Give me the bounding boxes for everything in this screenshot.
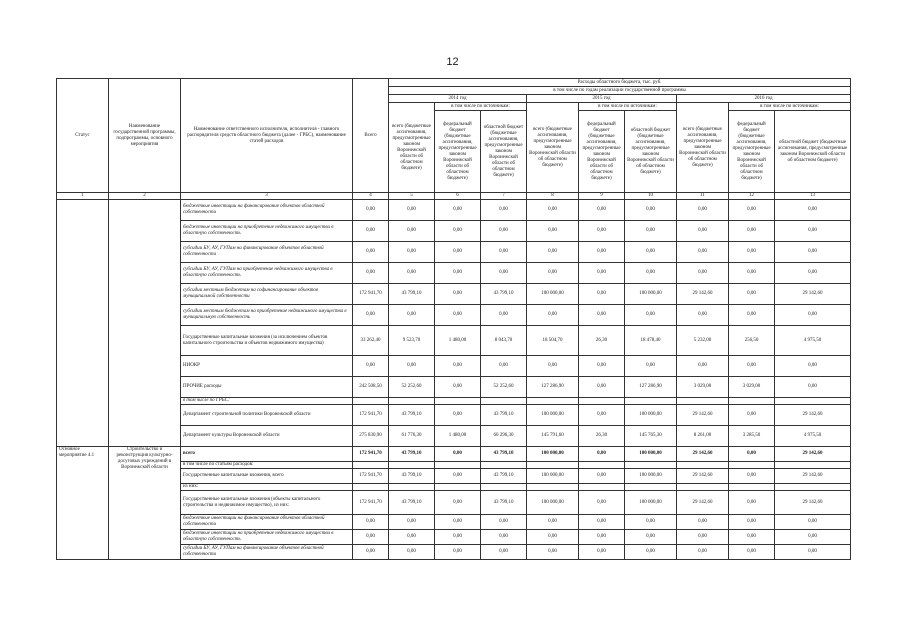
value-cell: 100 000,00 xyxy=(625,491,677,515)
header-incl-years: в том числе по годам реализации государственной программы xyxy=(389,87,851,95)
value-cell: 0,00 xyxy=(435,491,481,515)
value-cell: 100 000,00 xyxy=(527,469,579,484)
value-cell: 0,00 xyxy=(527,515,579,530)
status-cell-empty xyxy=(57,200,109,447)
value-cell: 0,00 xyxy=(527,545,579,560)
column-number: 7 xyxy=(481,193,527,200)
header-2014-all: всего (бюджетные ассигнования, предусмотренные законом Воронежской области об областном бюджете) xyxy=(389,103,435,193)
value-cell: 0,00 xyxy=(435,200,481,221)
value-cell: 0,00 xyxy=(677,200,729,221)
value-cell: 0,00 xyxy=(625,263,677,284)
value-cell: 0,00 xyxy=(579,263,625,284)
value-cell: 0,00 xyxy=(389,263,435,284)
value-cell: 0,00 xyxy=(579,405,625,426)
value-cell: 29 142,60 xyxy=(775,491,851,515)
header-program-name: Наименование государственной программы, подпрограммы, основного мероприятия xyxy=(109,79,181,193)
value-cell: 0,00 xyxy=(729,447,775,462)
value-cell: 43 799,10 xyxy=(481,405,527,426)
value-cell: 0,00 xyxy=(625,242,677,263)
value-cell: 0,00 xyxy=(353,242,389,263)
row-label: в том числе по статьям расходов: xyxy=(181,462,353,469)
value-cell: 0,00 xyxy=(353,515,389,530)
value-cell: 127 286,90 xyxy=(625,377,677,398)
value-cell xyxy=(625,484,677,491)
value-cell: 0,00 xyxy=(579,469,625,484)
column-number: 3 xyxy=(181,193,353,200)
column-number: 5 xyxy=(389,193,435,200)
row-label: субсидии БУ, АУ, ГУПам на финансирование объектов областной собственности xyxy=(181,242,353,263)
header-2015-all: всего (бюджетные ассигнования, предусмотренные законом Воронежской области об областном бюджете) xyxy=(527,103,579,193)
column-number: 1 xyxy=(57,193,109,200)
header-total: Всего xyxy=(353,79,389,193)
value-cell: 0,00 xyxy=(579,284,625,305)
value-cell: 0,00 xyxy=(579,356,625,377)
header-status: Статус xyxy=(57,79,109,193)
value-cell: 0,00 xyxy=(775,515,851,530)
value-cell: 0,00 xyxy=(677,221,729,242)
value-cell: 0,00 xyxy=(729,284,775,305)
value-cell: 0,00 xyxy=(677,305,729,326)
value-cell: 18 478,40 xyxy=(625,326,677,356)
value-cell: 0,00 xyxy=(677,242,729,263)
value-cell xyxy=(775,484,851,491)
value-cell: 145 791,60 xyxy=(527,426,579,447)
value-cell: 0,00 xyxy=(389,200,435,221)
value-cell: 29 142,60 xyxy=(775,447,851,462)
value-cell: 0,00 xyxy=(729,515,775,530)
value-cell xyxy=(527,398,579,405)
value-cell: 100 000,00 xyxy=(527,447,579,462)
value-cell: 0,00 xyxy=(579,242,625,263)
row-label: бюджетные инвестиции на приобретение недвижимого имущества в областную собственность xyxy=(181,221,353,242)
value-cell: 0,00 xyxy=(729,221,775,242)
value-cell: 29 142,60 xyxy=(677,469,729,484)
value-cell: 0,00 xyxy=(775,356,851,377)
value-cell: 100 000,00 xyxy=(625,405,677,426)
header-2016-federal: федеральный бюджет (бюджетные ассигнования, предусмотренные законом Воронежской области об областном бюджете) xyxy=(729,111,775,193)
value-cell: 172 941,70 xyxy=(353,405,389,426)
value-cell: 0,00 xyxy=(481,515,527,530)
program-name-cell: Строительство и реконструкция культурно-досуговых учреждений в Воронежской области xyxy=(109,447,181,560)
row-label: Департамент культуры Воронежской области xyxy=(181,426,353,447)
header-2016-sources: в том числе по источникам: xyxy=(729,103,851,111)
value-cell xyxy=(677,462,729,469)
value-cell: 0,00 xyxy=(625,530,677,545)
value-cell: 172 941,70 xyxy=(353,491,389,515)
header-2016-all: всего (бюджетные ассигнования, предусмотренные законом Воронежской области об областном бюджете) xyxy=(677,103,729,193)
page-number: 12 xyxy=(446,56,459,68)
column-number: 12 xyxy=(729,193,775,200)
header-2016-regional: областной бюджет (бюджетные ассигнования, предусмотренные законом Воронежской области об областном бюджете) xyxy=(775,111,851,193)
value-cell: 172 941,70 xyxy=(353,284,389,305)
table-body-a xyxy=(57,200,851,447)
value-cell: 0,00 xyxy=(579,221,625,242)
value-cell xyxy=(353,398,389,405)
value-cell: 29 142,60 xyxy=(775,469,851,484)
budget-table xyxy=(56,78,851,560)
value-cell: 0,00 xyxy=(353,200,389,221)
value-cell: 8 261,00 xyxy=(677,426,729,447)
value-cell: 0,00 xyxy=(389,545,435,560)
header-expenses: Расходы областного бюджета, тыс. руб. xyxy=(389,79,851,87)
value-cell: 0,00 xyxy=(435,242,481,263)
value-cell: 0,00 xyxy=(729,356,775,377)
value-cell: 172 941,70 xyxy=(353,469,389,484)
value-cell: 0,00 xyxy=(729,263,775,284)
value-cell: 100 000,00 xyxy=(625,284,677,305)
table-row xyxy=(57,447,851,462)
value-cell: 0,00 xyxy=(435,515,481,530)
value-cell: 52 252,60 xyxy=(389,377,435,398)
row-label: Департамент строительной политики Воронежской области xyxy=(181,405,353,426)
value-cell: 3 285,50 xyxy=(729,426,775,447)
value-cell: 1 480,00 xyxy=(435,326,481,356)
value-cell xyxy=(579,398,625,405)
header-2014-sources: в том числе по источникам: xyxy=(435,103,527,111)
value-cell: 100 000,00 xyxy=(625,447,677,462)
value-cell: 43 799,10 xyxy=(481,447,527,462)
value-cell: 0,00 xyxy=(625,545,677,560)
value-cell: 0,00 xyxy=(435,405,481,426)
value-cell: 29 142,60 xyxy=(677,491,729,515)
value-cell: 0,00 xyxy=(527,200,579,221)
row-label: Государственные капитальные вложения, всего xyxy=(181,469,353,484)
column-number: 6 xyxy=(435,193,481,200)
value-cell xyxy=(775,398,851,405)
value-cell: 127 286,90 xyxy=(527,377,579,398)
value-cell: 0,00 xyxy=(579,200,625,221)
column-number: 11 xyxy=(677,193,729,200)
table-body-b xyxy=(57,447,851,560)
value-cell: 29 142,60 xyxy=(775,284,851,305)
value-cell xyxy=(527,484,579,491)
value-cell: 0,00 xyxy=(729,491,775,515)
value-cell: 0,00 xyxy=(729,469,775,484)
value-cell: 0,00 xyxy=(625,200,677,221)
value-cell xyxy=(435,484,481,491)
value-cell: 0,00 xyxy=(353,305,389,326)
value-cell xyxy=(677,484,729,491)
value-cell: 5 232,00 xyxy=(677,326,729,356)
value-cell: 0,00 xyxy=(527,221,579,242)
value-cell: 0,00 xyxy=(775,200,851,221)
row-label: Государственные капитальные вложения (за исключением объектов капитального строительства и объектов недвижимого имущества) xyxy=(181,326,353,356)
value-cell xyxy=(435,462,481,469)
value-cell: 242 508,50 xyxy=(353,377,389,398)
value-cell: 29 142,60 xyxy=(677,405,729,426)
value-cell: 0,00 xyxy=(353,356,389,377)
value-cell: 0,00 xyxy=(481,530,527,545)
value-cell: 0,00 xyxy=(527,263,579,284)
value-cell: 43 799,10 xyxy=(481,284,527,305)
header-2015-sources: в том числе по источникам: xyxy=(579,103,677,111)
value-cell: 100 000,00 xyxy=(527,405,579,426)
value-cell: 0,00 xyxy=(481,200,527,221)
row-label: в том числе по ГРБС: xyxy=(181,398,353,405)
value-cell: 0,00 xyxy=(775,221,851,242)
value-cell xyxy=(389,484,435,491)
value-cell: 172 941,70 xyxy=(353,447,389,462)
value-cell: 4 975,50 xyxy=(775,426,851,447)
value-cell xyxy=(481,462,527,469)
row-label: всего xyxy=(181,447,353,462)
value-cell: 43 799,10 xyxy=(389,405,435,426)
header-executor: Наименование ответственного исполнителя, исполнителя - главного распорядителя средств областного бюджета (далее - ГРБС), наименование статей расходов xyxy=(181,79,353,193)
value-cell: 100 000,00 xyxy=(527,284,579,305)
value-cell: 0,00 xyxy=(579,545,625,560)
column-number: 13 xyxy=(775,193,851,200)
value-cell xyxy=(677,398,729,405)
value-cell: 3 029,00 xyxy=(677,377,729,398)
header-year-2016: 2016 год xyxy=(677,95,851,103)
header-year-2014: 2014 год xyxy=(389,95,527,103)
value-cell: 0,00 xyxy=(481,242,527,263)
value-cell xyxy=(389,398,435,405)
value-cell: 0,00 xyxy=(625,356,677,377)
row-label: субсидии БУ, АУ, ГУПам на финансирование объектов областной собственности xyxy=(181,545,353,560)
value-cell: 100 000,00 xyxy=(625,469,677,484)
value-cell: 26,30 xyxy=(579,426,625,447)
value-cell: 0,00 xyxy=(435,305,481,326)
value-cell: 0,00 xyxy=(775,377,851,398)
row-label: НИОКР xyxy=(181,356,353,377)
value-cell: 43 799,10 xyxy=(389,284,435,305)
column-numbers-row xyxy=(57,193,851,200)
value-cell: 145 765,30 xyxy=(625,426,677,447)
value-cell: 0,00 xyxy=(677,530,729,545)
value-cell: 1 480,00 xyxy=(435,426,481,447)
value-cell: 0,00 xyxy=(677,356,729,377)
value-cell: 0,00 xyxy=(625,515,677,530)
value-cell: 0,00 xyxy=(435,263,481,284)
value-cell: 3 029,00 xyxy=(729,377,775,398)
value-cell: 0,00 xyxy=(481,305,527,326)
row-label: из них: xyxy=(181,484,353,491)
value-cell: 0,00 xyxy=(729,545,775,560)
value-cell: 60 296,30 xyxy=(481,426,527,447)
value-cell: 0,00 xyxy=(729,200,775,221)
header-2014-regional: областной бюджет (бюджетные ассигнования, предусмотренные законом Воронежской области об областном бюджете) xyxy=(481,111,527,193)
value-cell: 4 975,50 xyxy=(775,326,851,356)
value-cell: 0,00 xyxy=(579,305,625,326)
value-cell: 275 830,90 xyxy=(353,426,389,447)
row-label: субсидии местным бюджетам на приобретение недвижимого имущества в муниципальную собственность xyxy=(181,305,353,326)
column-number: 10 xyxy=(625,193,677,200)
table-header xyxy=(57,79,851,200)
value-cell: 0,00 xyxy=(435,221,481,242)
column-number: 4 xyxy=(353,193,389,200)
value-cell: 0,00 xyxy=(353,545,389,560)
value-cell: 0,00 xyxy=(389,305,435,326)
value-cell: 0,00 xyxy=(527,356,579,377)
value-cell: 43 799,10 xyxy=(481,491,527,515)
value-cell: 0,00 xyxy=(625,305,677,326)
value-cell: 43 799,10 xyxy=(389,491,435,515)
value-cell xyxy=(435,398,481,405)
value-cell: 0,00 xyxy=(729,242,775,263)
value-cell xyxy=(625,398,677,405)
value-cell: 29 142,60 xyxy=(677,284,729,305)
header-2014-federal: федеральный бюджет (бюджетные ассигнования, предусмотренные законом Воронежской области об областном бюджете) xyxy=(435,111,481,193)
value-cell: 0,00 xyxy=(775,263,851,284)
value-cell xyxy=(625,462,677,469)
value-cell: 0,00 xyxy=(775,545,851,560)
value-cell: 0,00 xyxy=(579,447,625,462)
column-number: 8 xyxy=(527,193,579,200)
program-name-cell-empty xyxy=(109,200,181,447)
value-cell: 52 252,60 xyxy=(481,377,527,398)
row-label: субсидии БУ, АУ, ГУПам на приобретение недвижимого имущества в областную собственность xyxy=(181,263,353,284)
value-cell xyxy=(527,462,579,469)
value-cell: 8 043,70 xyxy=(481,326,527,356)
value-cell: 0,00 xyxy=(435,377,481,398)
value-cell: 0,00 xyxy=(389,530,435,545)
value-cell: 100 000,00 xyxy=(527,491,579,515)
header-2015-regional: областной бюджет (бюджетные ассигнования, предусмотренные законом Воронежской области об областном бюджете) xyxy=(625,111,677,193)
value-cell: 0,00 xyxy=(435,447,481,462)
value-cell: 0,00 xyxy=(353,263,389,284)
value-cell: 0,00 xyxy=(775,530,851,545)
column-number: 9 xyxy=(579,193,625,200)
value-cell: 18 504,70 xyxy=(527,326,579,356)
value-cell: 29 142,60 xyxy=(775,405,851,426)
value-cell: 0,00 xyxy=(481,545,527,560)
value-cell: 0,00 xyxy=(435,545,481,560)
value-cell: 29 142,60 xyxy=(677,447,729,462)
value-cell: 0,00 xyxy=(389,221,435,242)
value-cell: 0,00 xyxy=(353,221,389,242)
row-label: бюджетные инвестиции на финансирование объектов областной собственности xyxy=(181,200,353,221)
value-cell: 9 523,70 xyxy=(389,326,435,356)
row-label: Государственные капитальные вложения (объекты капитального строительства и недвижимое имущество), из них: xyxy=(181,491,353,515)
row-label: ПРОЧИЕ расходы xyxy=(181,377,353,398)
value-cell xyxy=(729,398,775,405)
value-cell: 0,00 xyxy=(729,530,775,545)
value-cell: 0,00 xyxy=(579,491,625,515)
value-cell: 0,00 xyxy=(389,515,435,530)
value-cell xyxy=(729,484,775,491)
value-cell xyxy=(481,398,527,405)
header-year-2015: 2015 год xyxy=(527,95,677,103)
value-cell: 256,50 xyxy=(729,326,775,356)
value-cell: 0,00 xyxy=(527,242,579,263)
row-label: субсидии местным бюджетам на софинансирование объектов муниципальной собственности xyxy=(181,284,353,305)
value-cell: 0,00 xyxy=(677,545,729,560)
value-cell: 0,00 xyxy=(435,284,481,305)
value-cell: 0,00 xyxy=(775,242,851,263)
value-cell xyxy=(729,462,775,469)
value-cell: 0,00 xyxy=(481,221,527,242)
row-label: бюджетные инвестиции на финансирование объектов областной собственности xyxy=(181,515,353,530)
value-cell: 0,00 xyxy=(775,305,851,326)
value-cell: 43 799,10 xyxy=(481,469,527,484)
value-cell xyxy=(353,462,389,469)
value-cell: 0,00 xyxy=(677,263,729,284)
value-cell: 26,30 xyxy=(579,326,625,356)
value-cell xyxy=(579,462,625,469)
row-label: бюджетные инвестиции на приобретение недвижимого имущества в областную собственность xyxy=(181,530,353,545)
value-cell xyxy=(353,484,389,491)
table-row xyxy=(57,200,851,221)
header-2015-federal: федеральный бюджет (бюджетные ассигнования, предусмотренные законом Воронежской области об областном бюджете) xyxy=(579,111,625,193)
value-cell: 43 799,10 xyxy=(389,469,435,484)
value-cell: 43 799,10 xyxy=(389,447,435,462)
value-cell: 0,00 xyxy=(527,530,579,545)
value-cell: 0,00 xyxy=(481,263,527,284)
value-cell: 61 776,30 xyxy=(389,426,435,447)
value-cell xyxy=(579,484,625,491)
value-cell: 0,00 xyxy=(353,530,389,545)
value-cell xyxy=(389,462,435,469)
value-cell xyxy=(775,462,851,469)
value-cell: 0,00 xyxy=(729,405,775,426)
value-cell: 0,00 xyxy=(527,305,579,326)
value-cell: 0,00 xyxy=(579,530,625,545)
value-cell: 0,00 xyxy=(579,515,625,530)
value-cell: 0,00 xyxy=(435,530,481,545)
value-cell: 0,00 xyxy=(435,469,481,484)
value-cell: 0,00 xyxy=(389,242,435,263)
value-cell: 0,00 xyxy=(729,305,775,326)
value-cell: 0,00 xyxy=(625,221,677,242)
value-cell: 0,00 xyxy=(481,356,527,377)
column-number: 2 xyxy=(109,193,181,200)
value-cell xyxy=(481,484,527,491)
value-cell: 33 262,40 xyxy=(353,326,389,356)
value-cell: 0,00 xyxy=(389,356,435,377)
value-cell: 0,00 xyxy=(677,515,729,530)
value-cell: 0,00 xyxy=(435,356,481,377)
status-cell: Основное мероприятие 4.1 xyxy=(57,447,109,560)
value-cell: 0,00 xyxy=(579,377,625,398)
